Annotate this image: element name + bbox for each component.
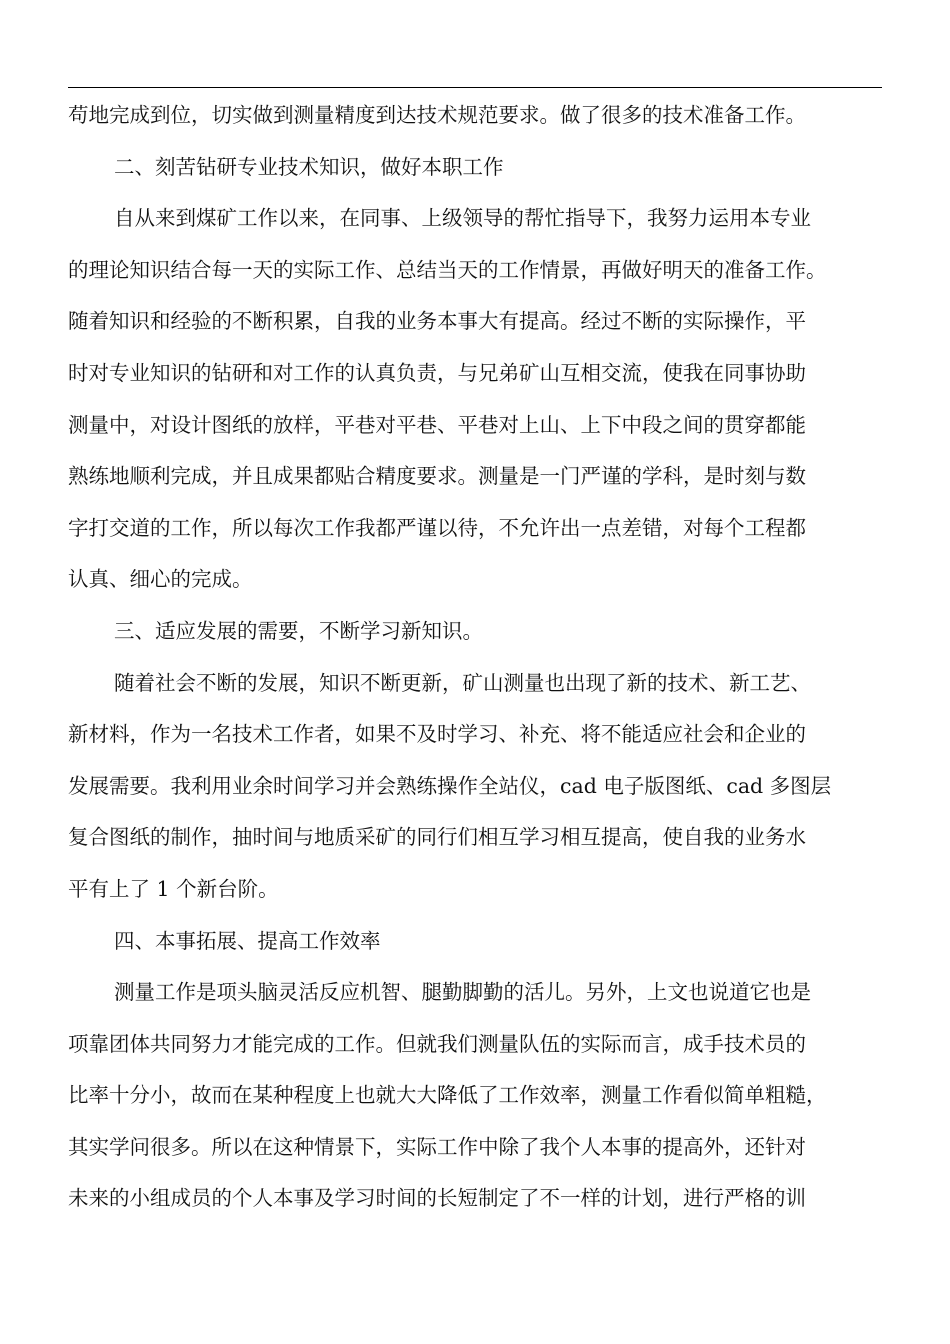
paragraph-line: 项靠团体共同努力才能完成的工作。但就我们测量队伍的实际而言，成手技术员的	[68, 1031, 806, 1056]
paragraph-line: 时对专业知识的钻研和对工作的认真负责，与兄弟矿山互相交流，使我在同事协助	[68, 360, 806, 385]
paragraph-line: 未来的小组成员的个人本事及学习时间的长短制定了不一样的计划，进行严格的训	[68, 1186, 806, 1211]
section-heading-3: 三、适应发展的需要，不断学习新知识。	[114, 618, 483, 643]
section-heading-4: 四、本事拓展、提高工作效率	[114, 928, 381, 953]
paragraph-line: 新材料，作为一名技术工作者，如果不及时学习、补充、将不能适应社会和企业的	[68, 722, 806, 747]
paragraph-line: 苟地完成到位，切实做到测量精度到达技术规范要求。做了很多的技术准备工作。	[68, 103, 806, 127]
paragraph-line: 复合图纸的制作，抽时间与地质采矿的同行们相互学习相互提高，使自我的业务水	[68, 825, 806, 850]
paragraph-line: 字打交道的工作，所以每次工作我都严谨以待，不允许出一点差错，对每个工程都	[68, 515, 806, 540]
section-heading-2: 二、刻苦钻研专业技术知识，做好本职工作	[114, 154, 504, 179]
paragraph-line: 发展需要。我利用业余时间学习并会熟练操作全站仪，cad 电子版图纸、cad 多图层	[68, 773, 832, 798]
paragraph-line: 测量中，对设计图纸的放样，平巷对平巷、平巷对上山、上下中段之间的贯穿都能	[68, 412, 806, 437]
paragraph-line: 平有上了 1 个新台阶。	[68, 876, 279, 901]
paragraph-line: 测量工作是项头脑灵活反应机智、腿勤脚勤的活儿。另外，上文也说道它也是	[114, 980, 811, 1005]
header-rule	[68, 87, 882, 88]
paragraph-line: 自从来到煤矿工作以来，在同事、上级领导的帮忙指导下，我努力运用本专业	[114, 206, 811, 231]
document-body	[68, 90, 882, 1225]
paragraph-line: 的理论知识结合每一天的实际工作、总结当天的工作情景，再做好明天的准备工作。	[68, 257, 827, 282]
paragraph-line: 熟练地顺利完成，并且成果都贴合精度要求。测量是一门严谨的学科，是时刻与数	[68, 464, 806, 489]
paragraph-line: 认真、细心的完成。	[68, 567, 253, 592]
paragraph-line: 随着社会不断的发展，知识不断更新，矿山测量也出现了新的技术、新工艺、	[114, 670, 811, 695]
paragraph-line: 其实学问很多。所以在这种情景下，实际工作中除了我个人本事的提高外，还针对	[68, 1134, 806, 1159]
paragraph-line: 随着知识和经验的不断积累，自我的业务本事大有提高。经过不断的实际操作，平	[68, 309, 806, 334]
paragraph-line: 比率十分小，故而在某种程度上也就大大降低了工作效率，测量工作看似简单粗糙，	[68, 1083, 827, 1108]
